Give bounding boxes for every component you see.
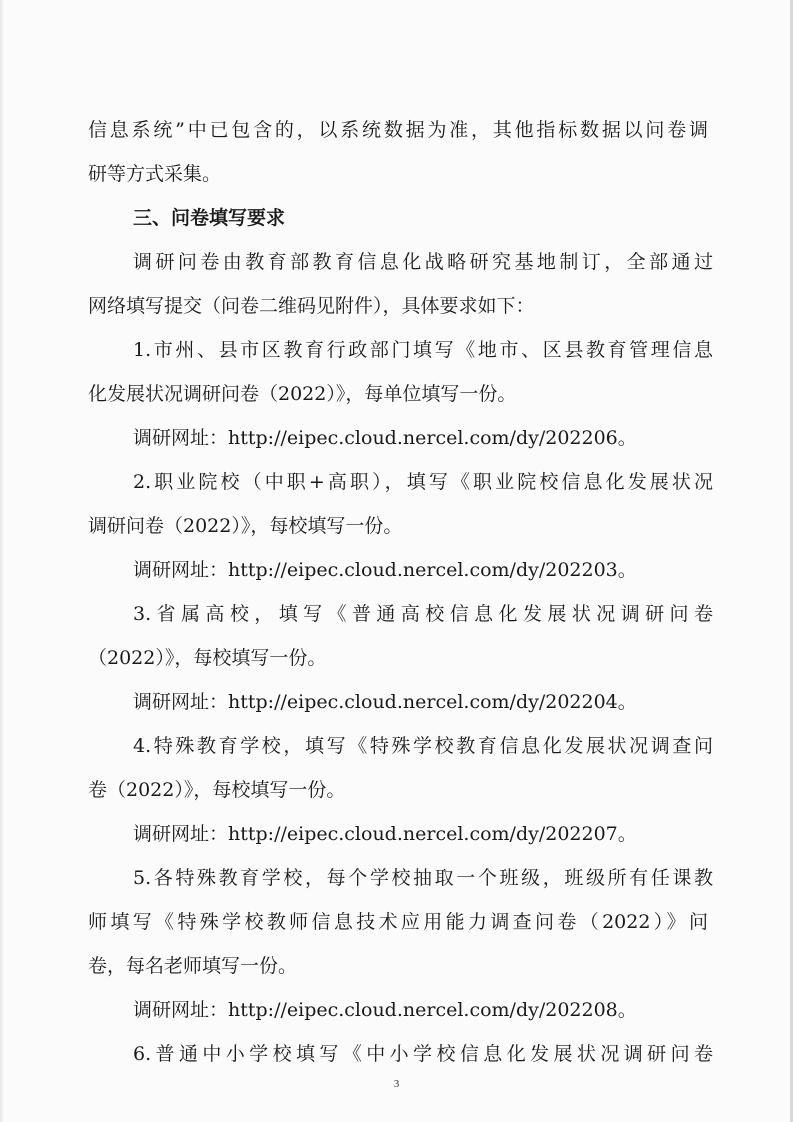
scan-edge	[0, 0, 4, 1122]
paragraph-line: 研等方式采集。	[88, 163, 222, 185]
paragraph-line: 卷（2022）》，每校填写一份。	[88, 779, 346, 801]
paragraph-line: 化发展状况调研问卷（2022）》，每单位填写一份。	[88, 383, 517, 405]
paragraph-line: 信息系统”中已包含的，以系统数据为准，其他指标数据以问卷调	[88, 119, 708, 141]
paragraph-line: 调研问卷（2022）》，每校填写一份。	[88, 515, 403, 537]
paragraph-line: 网络填写提交（问卷二维码见附件），具体要求如下：	[88, 295, 535, 317]
survey-url-4: 调研网址：http://eipec.cloud.nercel.com/dy/202207。	[133, 823, 637, 845]
survey-url-1: 调研网址：http://eipec.cloud.nercel.com/dy/202206。	[133, 427, 637, 449]
survey-url-2: 调研网址：http://eipec.cloud.nercel.com/dy/202203。	[133, 559, 637, 581]
paragraph-line: （2022）》，每校填写一份。	[88, 647, 327, 669]
paragraph-line: 师填写《特殊学校教师信息技术应用能力调查问卷（2022）》问	[88, 911, 708, 933]
section-heading: 三、问卷填写要求	[133, 207, 286, 229]
list-item-6: 6.普通中小学校填写《中小学校信息化发展状况调研问卷	[133, 1043, 713, 1065]
list-item-5: 5.各特殊教育学校，每个学校抽取一个班级，班级所有任课教	[133, 867, 713, 889]
list-item-1: 1.市州、县市区教育行政部门填写《地市、区县教育管理信息	[133, 339, 713, 361]
list-item-3: 3.省属高校，填写《普通高校信息化发展状况调研问卷	[133, 603, 713, 625]
list-item-4: 4.特殊教育学校，填写《特殊学校教育信息化发展状况调查问	[133, 735, 713, 757]
list-item-2: 2.职业院校（中职+高职），填写《职业院校信息化发展状况	[133, 471, 713, 493]
survey-url-3: 调研网址：http://eipec.cloud.nercel.com/dy/202204。	[133, 691, 637, 713]
survey-url-5: 调研网址：http://eipec.cloud.nercel.com/dy/202208。	[133, 999, 637, 1021]
paragraph-line: 卷，每名老师填写一份。	[88, 955, 298, 977]
paragraph-line: 调研问卷由教育部教育信息化战略研究基地制订，全部通过	[133, 251, 713, 273]
page-number: 3	[393, 1078, 400, 1090]
